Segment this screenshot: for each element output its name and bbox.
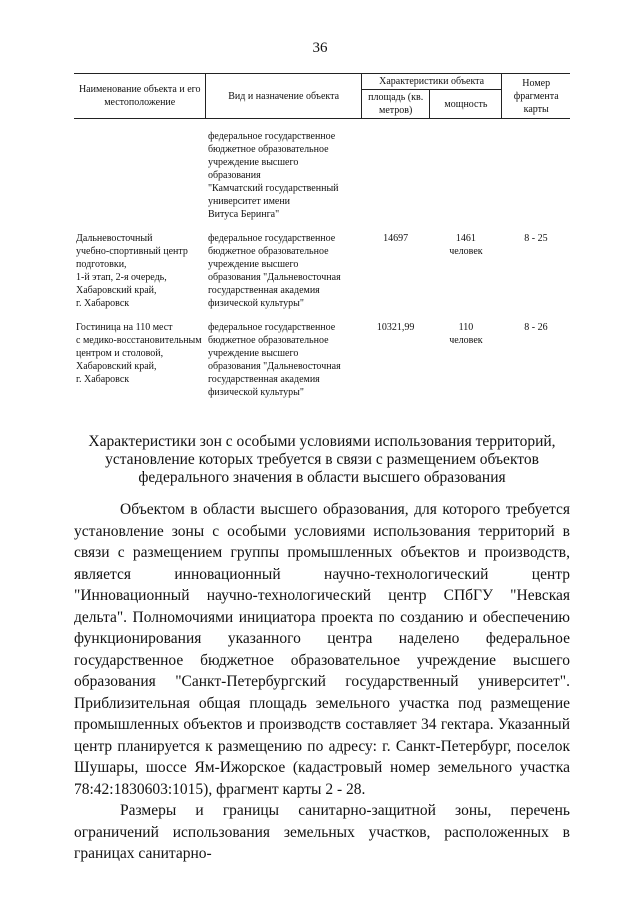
objects-table (74, 73, 570, 399)
cell-fragment: 8 - 26 (524, 322, 548, 333)
header-power: мощность (430, 90, 502, 119)
page-number: 36 (312, 40, 328, 56)
cell-object-name: Гостиница на 110 мест с медико-восстановительным центром и столовой, Хабаровский край, г. Хабаровск (76, 322, 202, 385)
cell-object-kind: федеральное государственное бюджетное образовательное учреждение высшего образования "Дальневосточная государственная академия физической культуры" (207, 233, 341, 309)
table-row (74, 232, 570, 310)
cell-power: 1461 человек (449, 233, 483, 257)
header-area: площадь (кв. метров) (361, 90, 430, 119)
cell-area: 14697 (383, 233, 409, 244)
paragraph: Объектом в области высшего образования, для которого требуется установление зоны с особыми условиями использования территорий в связи с размещением группы промышленных объектов и производств, является инновационный научно-технологический центр "Инновационный научно-технологический центр СПбГУ "Невская дельта". Полномочиями инициатора проекта по созданию и обеспечению функционирования указанного центра наделено федеральное государственное бюджетное образовательное учреждение высшего образования "Санкт-Петербургский государственный университет". Приблизительная общая площадь земельного участка под размещение промышленных объектов и производств составляет 34 гектара. Указанный центр планируется к размещению по адресу: г. Санкт-Петербург, поселок Шушары, шоссе Ям-Ижорское (кадастровый номер земельного участка 78:42:1830603:1015), фрагмент карты 2 - 28. (74, 501, 570, 798)
cell-power (430, 130, 502, 221)
cell-area: 10321,99 (376, 322, 415, 333)
table-row (74, 130, 570, 221)
header-fragment-number: Номер фрагмента карты (502, 74, 570, 119)
cell-area (361, 130, 430, 221)
cell-object-name (74, 130, 206, 221)
cell-object-kind: федеральное государственное бюджетное образовательное учреждение высшего образования "Дальневосточная государственная академия физической культуры" (207, 322, 341, 398)
table-spacer (74, 221, 570, 232)
table-row (74, 321, 570, 399)
cell-fragment: 8 - 25 (524, 233, 548, 244)
table-header-row (74, 74, 570, 90)
body-text (74, 499, 570, 865)
header-object-name: Наименование объекта и его местоположение (74, 74, 206, 119)
table-spacer (74, 310, 570, 321)
paragraph: Размеры и границы санитарно-защитной зоны, перечень ограничений использования земельных участков, расположенных в границах санитарно- (74, 802, 570, 862)
cell-object-kind: федеральное государственное бюджетное образовательное учреждение высшего образования "Камчатский государственный университет имени Витуса Беринга" (207, 131, 339, 220)
cell-fragment (502, 130, 570, 221)
section-heading: Характеристики зон с особыми условиями использования территорий, установление которых требуется в связи с размещением объектов федерального значения в области высшего образования (88, 433, 556, 486)
cell-power: 110 человек (449, 322, 483, 346)
header-characteristics: Характеристики объекта (361, 74, 501, 90)
table-spacer (74, 119, 570, 131)
cell-object-name: Дальневосточный учебно-спортивный центр подготовки, 1-й этап, 2-я очередь, Хабаровский край, г. Хабаровск (76, 233, 188, 309)
header-object-kind: Вид и назначение объекта (206, 74, 361, 119)
